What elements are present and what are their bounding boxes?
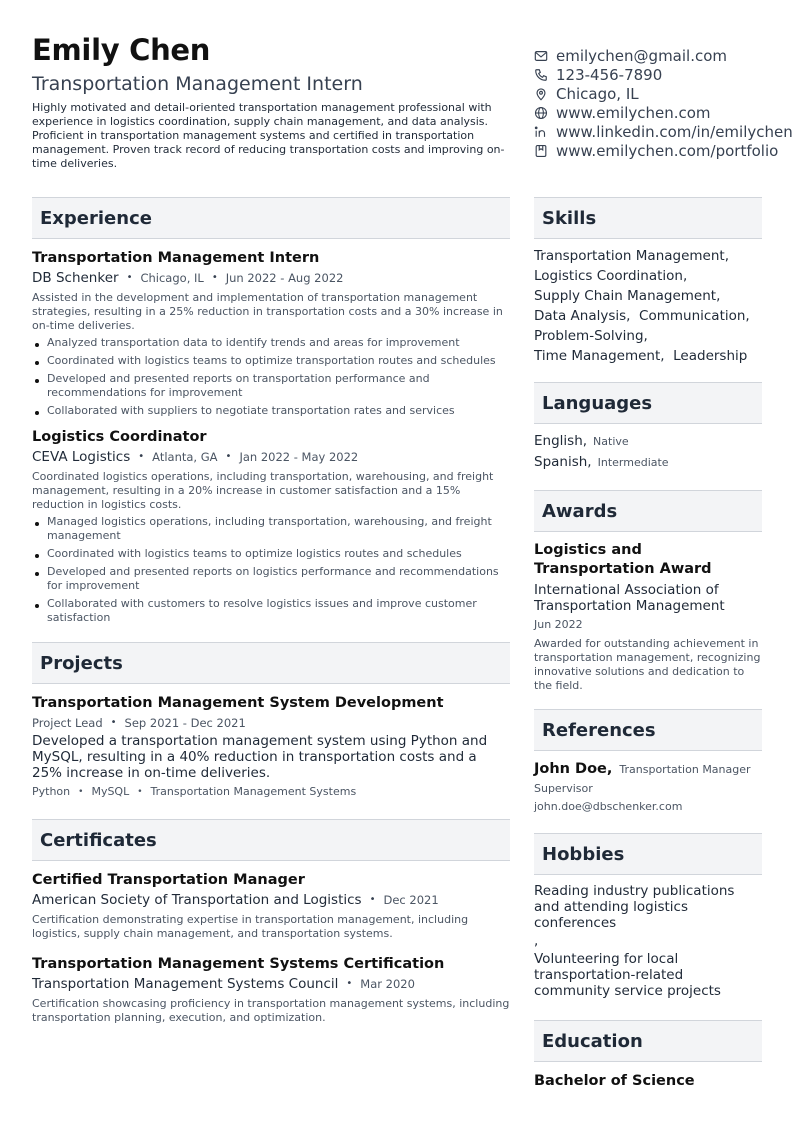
language-name: English,: [534, 433, 588, 449]
left-column: [32, 197, 510, 1025]
certificate-item: [32, 870, 510, 941]
education-degree: Bachelor of Science: [534, 1073, 695, 1089]
skill-line: Data Analysis, Communication,: [534, 308, 750, 324]
experience-item: [32, 427, 510, 625]
language-name: Spanish,: [534, 454, 592, 470]
certificate-meta: [32, 974, 510, 994]
separator-dot: •: [126, 272, 133, 283]
job-meta: [32, 447, 510, 467]
job-meta: [32, 268, 510, 288]
job-title: Logistics Coordinator: [32, 429, 207, 445]
job-bullet: Analyzed transportation data to identify trends and areas for improvement: [32, 336, 510, 350]
experience-heading: Experience: [32, 197, 510, 239]
project-meta: [32, 713, 510, 733]
languages-heading: Languages: [534, 382, 762, 424]
reference-title: Transportation Manager: [619, 763, 751, 776]
education-heading: Education: [534, 1020, 762, 1062]
separator-dot: •: [78, 787, 84, 797]
skill-line: Logistics Coordination,: [534, 268, 688, 284]
contact-website-text: www.emilychen.com: [556, 103, 711, 122]
experience-item: [32, 248, 510, 418]
job-bullets: [32, 336, 510, 418]
awards-heading: Awards: [534, 490, 762, 532]
skills-list: [534, 246, 762, 366]
job-dates: Jan 2022 - May 2022: [239, 450, 359, 464]
contact-email-text: emilychen@gmail.com: [556, 46, 728, 65]
certificate-issuer: Transportation Management Systems Council: [32, 976, 339, 992]
project-tags: [32, 784, 510, 800]
linkedin-icon: [534, 125, 548, 139]
skills-heading: Skills: [534, 197, 762, 239]
projects-heading: Projects: [32, 642, 510, 684]
project-title: Transportation Management System Development: [32, 695, 444, 711]
contact-info: [534, 46, 794, 160]
contact-phone[interactable]: [534, 65, 794, 84]
hobby-item: Volunteering for local transportation-related community service projects: [534, 951, 721, 999]
certificate-description: Certification demonstrating expertise in transportation management, including logistics, supply chain management, and transportation systems.: [32, 913, 469, 940]
certificate-date: Dec 2021: [383, 893, 439, 907]
certificate-issuer: American Society of Transportation and Logistics: [32, 892, 362, 908]
reference-relation: Supervisor: [534, 782, 593, 795]
language-level: Native: [593, 435, 629, 448]
separator-dot: •: [211, 272, 218, 283]
certificate-meta: [32, 890, 510, 910]
certificate-description: Certification showcasing proficiency in transportation management systems, including transportation planning, execution, and optimization.: [32, 997, 510, 1024]
summary-text: Highly motivated and detail-oriented transportation management professional with experience in logistics coordination, supply chain management, and data analysis. Proficient in transportation management systems and certified in transportation management. Proven track record of reducing transportation costs and improving on-time deliveries.: [32, 101, 505, 170]
project-tag: Transportation Management Systems: [150, 785, 357, 798]
candidate-role: Transportation Management Intern: [32, 73, 363, 95]
reference-email[interactable]: john.doe@dbschenker.com: [534, 800, 683, 813]
languages-list: [534, 431, 762, 473]
contact-website[interactable]: [534, 103, 794, 122]
education-item: [534, 1071, 762, 1091]
certificate-date: Mar 2020: [360, 977, 415, 991]
job-bullet: Developed and presented reports on logistics performance and recommendations for improvement: [32, 565, 510, 593]
separator-dot: •: [137, 787, 143, 797]
language-item: [534, 452, 762, 473]
job-dates: Jun 2022 - Aug 2022: [225, 271, 344, 285]
bookmark-icon: [534, 144, 548, 158]
skill-line: Supply Chain Management,: [534, 288, 721, 304]
job-bullet: Coordinated with logistics teams to optimize transportation routes and schedules: [32, 354, 510, 368]
separator-dot: •: [110, 717, 117, 728]
contact-portfolio[interactable]: [534, 141, 794, 160]
candidate-name: Emily Chen: [32, 33, 211, 67]
skill-line: Time Management, Leadership: [534, 348, 748, 364]
contact-portfolio-text: www.emilychen.com/portfolio: [556, 141, 779, 160]
skill-line: Problem-Solving,: [534, 328, 648, 344]
project-item: [32, 693, 510, 800]
company-name: CEVA Logistics: [32, 449, 131, 465]
contact-location: [534, 84, 794, 103]
project-dates: Sep 2021 - Dec 2021: [124, 716, 246, 730]
phone-icon: [534, 68, 548, 82]
job-bullet: Developed and presented reports on transportation performance and recommendations for improvement: [32, 372, 510, 400]
contact-phone-text: 123-456-7890: [556, 65, 663, 84]
contact-email[interactable]: [534, 46, 794, 65]
project-description: Developed a transportation management system using Python and MySQL, resulting in a 40% reduction in transportation costs and a 25% increase in on-time deliveries.: [32, 733, 488, 781]
contact-location-text: Chicago, IL: [556, 84, 639, 103]
right-column: [534, 197, 762, 1091]
separator-dot: •: [346, 978, 353, 989]
resume-header: [32, 32, 512, 171]
job-bullet: Managed logistics operations, including transportation, warehousing, and freight management: [32, 515, 510, 543]
job-description: Assisted in the development and implementation of transportation management strategies, resulting in a 25% reduction in transportation costs and a 30% increase in on-time deliveries.: [32, 291, 503, 332]
certificate-title: Transportation Management Systems Certification: [32, 956, 445, 972]
separator-dot: •: [138, 451, 145, 462]
award-item: [534, 541, 762, 693]
certificates-heading: Certificates: [32, 819, 510, 861]
award-description: Awarded for outstanding achievement in transportation management, recognizing innovative solutions and dedication to the field.: [534, 637, 761, 692]
reference-header: [534, 759, 762, 780]
location-pin-icon: [534, 87, 548, 101]
project-role: Project Lead: [32, 716, 103, 730]
award-title: Logistics and Transportation Award: [534, 542, 712, 577]
reference-item: [534, 759, 762, 816]
job-bullet: Coordinated with logistics teams to optimize logistics routes and schedules: [32, 547, 510, 561]
job-bullet: Collaborated with customers to resolve logistics issues and improve customer satisfaction: [32, 597, 510, 625]
hobbies-list: [534, 883, 762, 999]
company-name: DB Schenker: [32, 270, 119, 286]
project-tag: Python: [32, 785, 71, 798]
skill-line: Transportation Management,: [534, 248, 729, 264]
job-location: Atlanta, GA: [152, 450, 218, 464]
hobby-item: Reading industry publications and attending logistics conferences: [534, 883, 735, 931]
language-item: [534, 431, 762, 452]
project-tag: MySQL: [91, 785, 130, 798]
award-organization: International Association of Transportation Management: [534, 582, 725, 614]
job-bullet: Collaborated with suppliers to negotiate transportation rates and services: [32, 404, 510, 418]
separator-dot: •: [369, 894, 376, 905]
job-title: Transportation Management Intern: [32, 250, 320, 266]
globe-icon: [534, 106, 548, 120]
contact-linkedin[interactable]: [534, 122, 794, 141]
mail-icon: [534, 49, 548, 63]
certificate-title: Certified Transportation Manager: [32, 872, 305, 888]
award-date: Jun 2022: [534, 618, 583, 631]
job-bullets: [32, 515, 510, 625]
reference-name: John Doe,: [534, 761, 613, 777]
job-description: Coordinated logistics operations, including transportation, warehousing, and freight management, resulting in a 20% increase in customer satisfaction and a 15% reduction in logistics costs.: [32, 470, 494, 511]
language-level: Intermediate: [597, 456, 669, 469]
hobbies-heading: Hobbies: [534, 833, 762, 875]
references-heading: References: [534, 709, 762, 751]
contact-linkedin-text: www.linkedin.com/in/emilychen: [556, 122, 793, 141]
hobby-separator: ,: [534, 933, 539, 949]
job-location: Chicago, IL: [140, 271, 204, 285]
certificate-item: [32, 954, 510, 1025]
separator-dot: •: [225, 451, 232, 462]
